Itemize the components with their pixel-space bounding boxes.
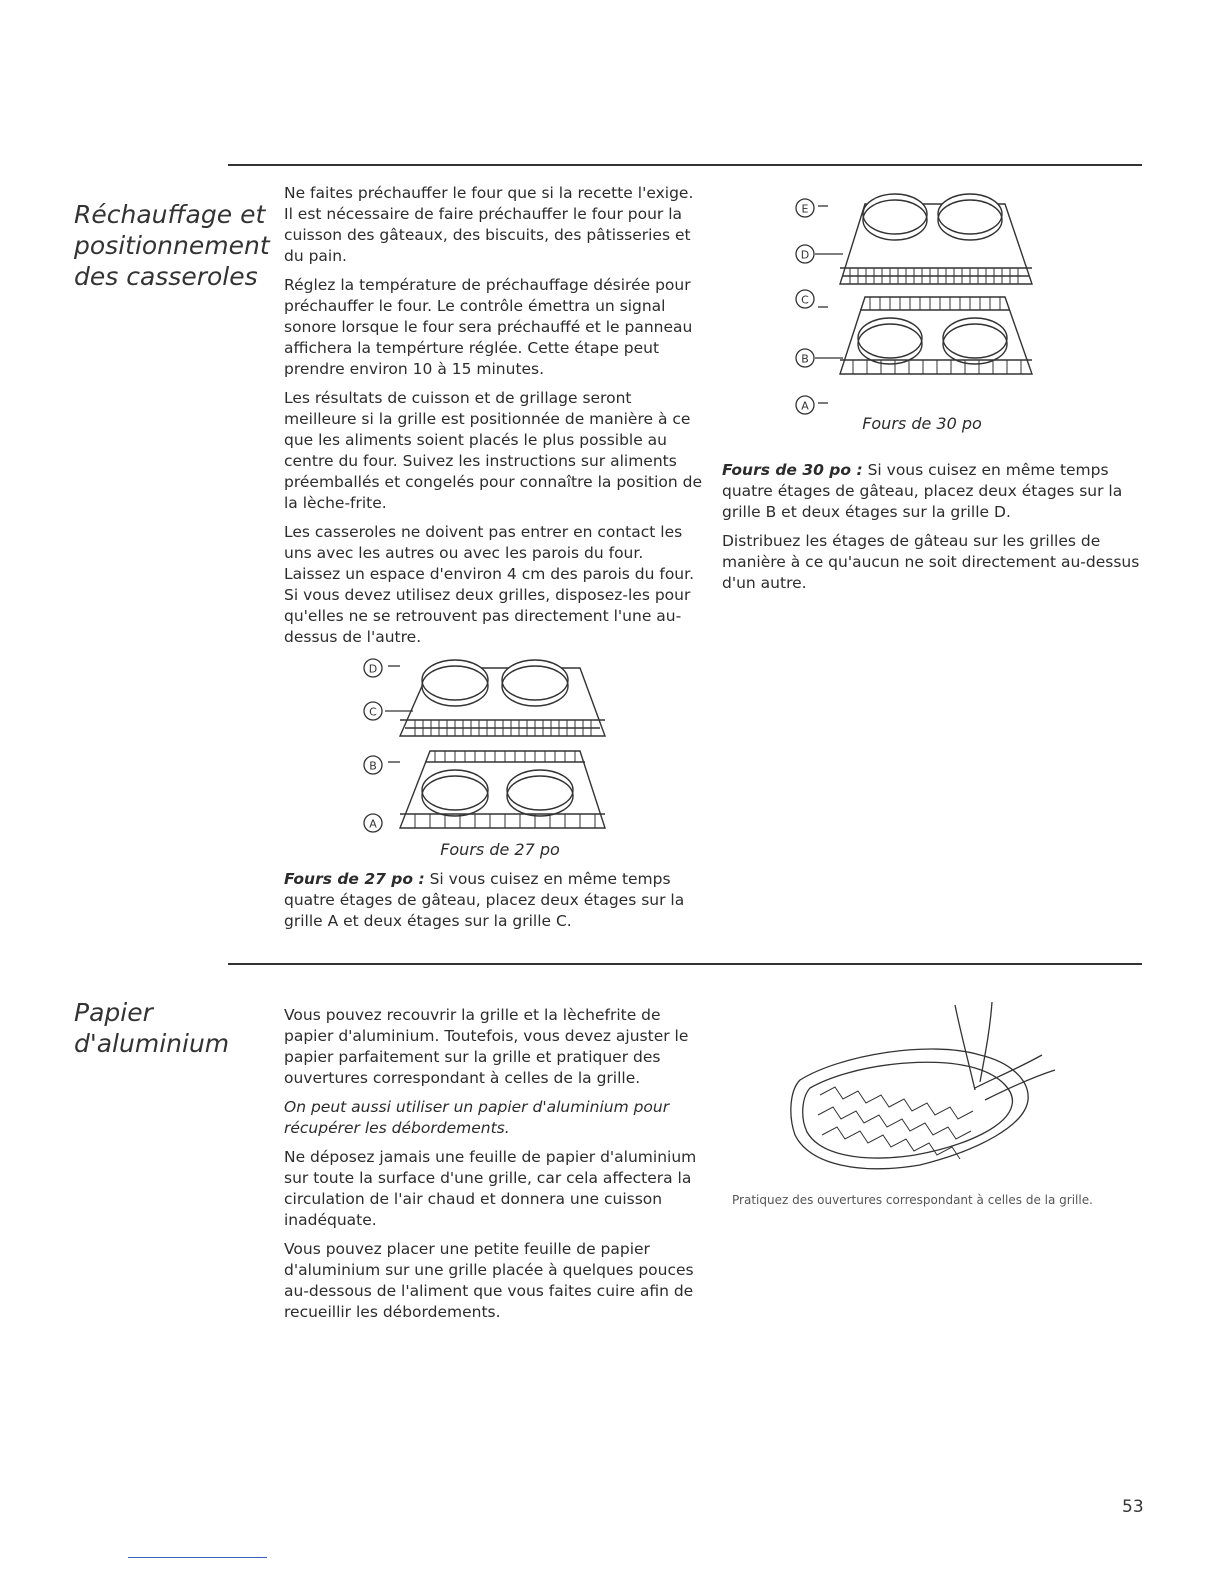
footer-line bbox=[128, 1557, 267, 1558]
svg-text:D: D bbox=[800, 248, 810, 262]
broiler-pan-foil-illustration bbox=[780, 1000, 1070, 1180]
section-title-preheating: Réchauffage et positionnement des casseroles bbox=[74, 200, 270, 291]
paragraph: Les casseroles ne doivent pas entrer en contact les uns avec les autres ou avec les parois du four. Laissez un espace d'environ 4 cm des parois du four. Si vous devez utilisez deux grilles, disposez-les pour qu'elles ne se retrouvent pas directement l'une au-dessus de l'autre. bbox=[284, 523, 695, 646]
paragraph: Vous pouvez placer une petite feuille de papier d'aluminium sur une grille placée à quelques pouces au-dessous de l'aliment que vous faites cuire afin de recueillir les débordements. bbox=[284, 1240, 694, 1321]
svg-text:A: A bbox=[801, 399, 809, 413]
note-lead: Fours de 30 po : bbox=[722, 461, 863, 479]
figure-caption-27: Fours de 27 po bbox=[440, 840, 560, 859]
rack-label-b bbox=[364, 756, 400, 774]
svg-text:B: B bbox=[801, 352, 809, 366]
note-lead: Fours de 27 po : bbox=[284, 870, 425, 888]
preheating-text-column bbox=[284, 183, 704, 656]
svg-text:B: B bbox=[369, 759, 377, 773]
paragraph: On peut aussi utiliser un papier d'aluminium pour récupérer les débordements. bbox=[284, 1098, 670, 1137]
paragraph: Réglez la température de préchauffage désirée pour préchauffer le four. Le contrôle émettra un signal sonore lorsque le four sera préchauffé et le panneau affichera la tempérture réglée. Cette étape peut prendre environ 10 à 15 minutes. bbox=[284, 276, 693, 378]
figure-caption-30: Fours de 30 po bbox=[862, 414, 982, 433]
paragraph: Les résultats de cuisson et de grillage seront meilleure si la grille est positionnée de manière à ce que les aliments soient placés le plus possible au centre du four. Suivez les instructions sur aliments préemballés et congelés pour connaître la position de la lèche-frite. bbox=[284, 389, 703, 512]
lower-rack bbox=[840, 297, 1032, 374]
rack-label-c bbox=[364, 702, 413, 720]
oven-30-rack-diagram bbox=[785, 182, 1055, 417]
upper-rack bbox=[840, 194, 1032, 284]
rack-label-b bbox=[796, 349, 843, 367]
svg-text:D: D bbox=[368, 662, 378, 676]
section-divider-middle bbox=[228, 963, 1142, 965]
note-text: Si vous cuisez en même temps quatre étages de gâteau, placez deux étages sur la grille B et deux étages sur la grille D. bbox=[722, 461, 1123, 521]
svg-text:C: C bbox=[801, 293, 809, 307]
section-title-aluminum-foil: Papier d'aluminium bbox=[74, 998, 230, 1058]
aluminum-foil-text-column bbox=[284, 1005, 704, 1331]
note-30-in-oven bbox=[722, 460, 1142, 602]
page-number: 53 bbox=[1122, 1497, 1144, 1517]
svg-text:C: C bbox=[369, 705, 377, 719]
rack-label-a bbox=[796, 396, 828, 414]
note-text: Si vous cuisez en même temps quatre étages de gâteau, placez deux étages sur la grille A et deux étages sur la grille C. bbox=[284, 870, 685, 930]
note-27-in-oven bbox=[284, 869, 704, 940]
rack-label-d bbox=[796, 245, 843, 263]
figure-caption-foil: Pratiquez des ouvertures correspondant à celles de la grille. bbox=[732, 1193, 1093, 1207]
lower-rack bbox=[400, 751, 605, 828]
section-divider-top bbox=[228, 164, 1142, 166]
svg-text:E: E bbox=[801, 202, 809, 216]
rack-label-e bbox=[796, 199, 828, 217]
paragraph: Vous pouvez recouvrir la grille et la lèchefrite de papier d'aluminium. Toutefois, vous devez ajuster le papier parfaitement sur la grille et pratiquer des ouvertures correspondant à celles de la grille. bbox=[284, 1006, 689, 1087]
oven-27-rack-diagram bbox=[355, 638, 615, 838]
paragraph: Ne déposez jamais une feuille de papier d'aluminium sur toute la surface d'une grille, car cela affectera la circulation de l'air chaud et donnera une cuisson inadéquate. bbox=[284, 1148, 697, 1229]
rack-label-a bbox=[364, 814, 382, 832]
rack-label-c bbox=[796, 290, 828, 308]
note-text: Distribuez les étages de gâteau sur les grilles de manière à ce qu'aucun ne soit directement au-dessus d'un autre. bbox=[722, 532, 1140, 592]
rack-label-d bbox=[364, 659, 400, 677]
upper-rack bbox=[400, 660, 605, 736]
svg-text:A: A bbox=[369, 817, 377, 831]
paragraph: Ne faites préchauffer le four que si la recette l'exige. Il est nécessaire de faire préchauffer le four pour la cuisson des gâteaux, des biscuits, des pâtisseries et du pain. bbox=[284, 184, 694, 265]
